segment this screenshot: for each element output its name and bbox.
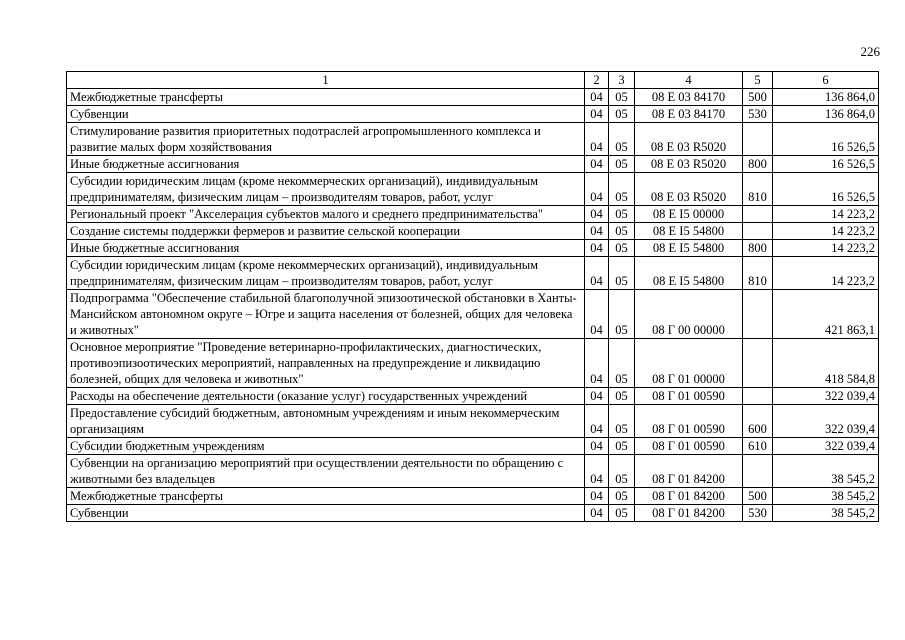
row-name: Иные бюджетные ассигнования (67, 240, 585, 257)
row-target-article: 08 Е I5 54800 (635, 240, 743, 257)
row-subsection: 05 (609, 123, 635, 156)
table-row (67, 455, 879, 488)
table-row (67, 123, 879, 156)
row-section: 04 (585, 223, 609, 240)
row-name: Подпрограмма "Обеспечение стабильной благополучной эпизоотической обстановки в Ханты-Мансийском автономном округе – Югре и защита населения от болезней, общих для человека и животных" (67, 290, 585, 339)
row-expense-type: 800 (743, 240, 773, 257)
row-expense-type: 530 (743, 505, 773, 522)
row-section: 04 (585, 156, 609, 173)
row-name: Субвенции (67, 106, 585, 123)
row-subsection: 05 (609, 405, 635, 438)
row-section: 04 (585, 505, 609, 522)
row-name: Предоставление субсидий бюджетным, автономным учреждениям и иным некоммерческим организациям (67, 405, 585, 438)
row-expense-type: 500 (743, 89, 773, 106)
row-section: 04 (585, 257, 609, 290)
row-target-article: 08 Г 01 84200 (635, 505, 743, 522)
column-header: 4 (635, 72, 743, 89)
row-amount: 136 864,0 (773, 106, 879, 123)
row-subsection: 05 (609, 438, 635, 455)
row-subsection: 05 (609, 89, 635, 106)
table-row (67, 388, 879, 405)
row-amount: 322 039,4 (773, 388, 879, 405)
row-name: Межбюджетные трансферты (67, 488, 585, 505)
row-section: 04 (585, 405, 609, 438)
row-name: Субвенции на организацию мероприятий при осуществлении деятельности по обращению с животными без владельцев (67, 455, 585, 488)
row-target-article: 08 Е I5 54800 (635, 223, 743, 240)
row-amount: 322 039,4 (773, 438, 879, 455)
row-expense-type (743, 123, 773, 156)
row-name: Стимулирование развития приоритетных подотраслей агропромышленного комплекса и развитие малых форм хозяйствования (67, 123, 585, 156)
row-subsection: 05 (609, 290, 635, 339)
row-amount: 16 526,5 (773, 156, 879, 173)
row-name: Субсидии бюджетным учреждениям (67, 438, 585, 455)
row-target-article: 08 Г 01 84200 (635, 455, 743, 488)
row-section: 04 (585, 240, 609, 257)
row-name: Субвенции (67, 505, 585, 522)
row-name: Субсидии юридическим лицам (кроме некоммерческих организаций), индивидуальным предпринимателям, физическим лицам – производителям товаров, работ, услуг (67, 173, 585, 206)
table-row (67, 290, 879, 339)
row-expense-type (743, 223, 773, 240)
row-name: Основное мероприятие "Проведение ветеринарно-профилактических, диагностических, противоэпизоотических мероприятий, направленных на предупреждение и ликвидацию болезней, общих для человека и животных" (67, 339, 585, 388)
row-expense-type (743, 339, 773, 388)
row-name: Региональный проект "Акселерация субъектов малого и среднего предпринимательства" (67, 206, 585, 223)
row-subsection: 05 (609, 455, 635, 488)
row-expense-type: 610 (743, 438, 773, 455)
row-section: 04 (585, 438, 609, 455)
table-row (67, 106, 879, 123)
row-section: 04 (585, 339, 609, 388)
budget-table (66, 71, 879, 522)
row-amount: 418 584,8 (773, 339, 879, 388)
table-row (67, 173, 879, 206)
row-expense-type (743, 388, 773, 405)
row-amount: 38 545,2 (773, 488, 879, 505)
row-subsection: 05 (609, 488, 635, 505)
table-row (67, 505, 879, 522)
row-subsection: 05 (609, 173, 635, 206)
row-amount: 322 039,4 (773, 405, 879, 438)
row-target-article: 08 Г 00 00000 (635, 290, 743, 339)
row-target-article: 08 Е 03 R5020 (635, 123, 743, 156)
table-row (67, 89, 879, 106)
column-header: 6 (773, 72, 879, 89)
table-row (67, 257, 879, 290)
row-name: Межбюджетные трансферты (67, 89, 585, 106)
table-row (67, 488, 879, 505)
row-subsection: 05 (609, 106, 635, 123)
row-expense-type: 530 (743, 106, 773, 123)
table-row (67, 405, 879, 438)
page-number: 226 (860, 44, 880, 59)
row-subsection: 05 (609, 156, 635, 173)
row-amount: 14 223,2 (773, 257, 879, 290)
row-section: 04 (585, 123, 609, 156)
column-header: 3 (609, 72, 635, 89)
row-target-article: 08 Е 03 84170 (635, 106, 743, 123)
row-target-article: 08 Г 01 84200 (635, 488, 743, 505)
column-header: 5 (743, 72, 773, 89)
column-header: 2 (585, 72, 609, 89)
row-target-article: 08 Г 01 00590 (635, 438, 743, 455)
table-row (67, 339, 879, 388)
row-expense-type: 810 (743, 257, 773, 290)
table-row (67, 156, 879, 173)
row-subsection: 05 (609, 388, 635, 405)
row-section: 04 (585, 388, 609, 405)
row-name: Субсидии юридическим лицам (кроме некоммерческих организаций), индивидуальным предпринимателям, физическим лицам – производителям товаров, работ, услуг (67, 257, 585, 290)
row-amount: 14 223,2 (773, 206, 879, 223)
row-target-article: 08 Е 03 84170 (635, 89, 743, 106)
row-amount: 38 545,2 (773, 505, 879, 522)
row-section: 04 (585, 106, 609, 123)
row-subsection: 05 (609, 505, 635, 522)
row-amount: 14 223,2 (773, 223, 879, 240)
row-amount: 14 223,2 (773, 240, 879, 257)
row-section: 04 (585, 455, 609, 488)
row-expense-type (743, 455, 773, 488)
row-amount: 16 526,5 (773, 173, 879, 206)
row-name: Иные бюджетные ассигнования (67, 156, 585, 173)
row-target-article: 08 Е 03 R5020 (635, 156, 743, 173)
row-amount: 421 863,1 (773, 290, 879, 339)
row-target-article: 08 Е I5 54800 (635, 257, 743, 290)
row-expense-type: 800 (743, 156, 773, 173)
row-subsection: 05 (609, 223, 635, 240)
row-amount: 16 526,5 (773, 123, 879, 156)
row-subsection: 05 (609, 240, 635, 257)
row-expense-type: 810 (743, 173, 773, 206)
row-target-article: 08 Г 01 00000 (635, 339, 743, 388)
row-subsection: 05 (609, 339, 635, 388)
row-subsection: 05 (609, 206, 635, 223)
row-section: 04 (585, 206, 609, 223)
table-header-row (67, 72, 879, 89)
row-amount: 38 545,2 (773, 455, 879, 488)
table-row (67, 438, 879, 455)
row-name: Расходы на обеспечение деятельности (оказание услуг) государственных учреждений (67, 388, 585, 405)
row-section: 04 (585, 173, 609, 206)
row-expense-type (743, 206, 773, 223)
column-header: 1 (67, 72, 585, 89)
row-section: 04 (585, 290, 609, 339)
table-row (67, 206, 879, 223)
table-row (67, 223, 879, 240)
row-target-article: 08 Г 01 00590 (635, 388, 743, 405)
row-target-article: 08 Г 01 00590 (635, 405, 743, 438)
row-amount: 136 864,0 (773, 89, 879, 106)
table-row (67, 240, 879, 257)
row-subsection: 05 (609, 257, 635, 290)
row-expense-type (743, 290, 773, 339)
row-expense-type: 600 (743, 405, 773, 438)
row-expense-type: 500 (743, 488, 773, 505)
row-section: 04 (585, 89, 609, 106)
row-target-article: 08 Е I5 00000 (635, 206, 743, 223)
row-target-article: 08 Е 03 R5020 (635, 173, 743, 206)
row-section: 04 (585, 488, 609, 505)
row-name: Создание системы поддержки фермеров и развитие сельской кооперации (67, 223, 585, 240)
